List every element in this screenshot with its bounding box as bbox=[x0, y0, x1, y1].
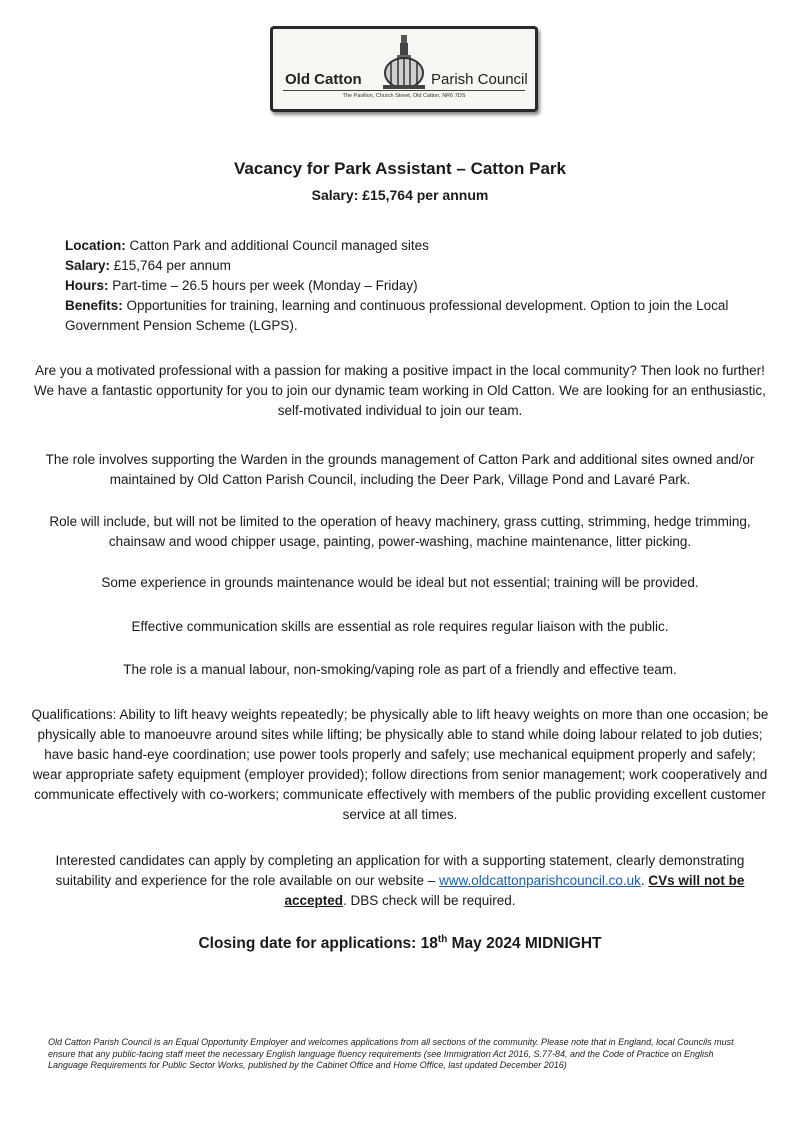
closing-prefix: Closing date for applications: 18 bbox=[198, 935, 438, 953]
experience-paragraph: Some experience in grounds maintenance would be ideal but not essential; training will be provided. bbox=[101, 575, 699, 590]
benefits-label: Benefits: bbox=[65, 298, 123, 313]
qualifications-paragraph: Qualifications: Ability to lift heavy weights repeatedly; be physically able to lift heavy weights on more than one occasion; be physically able to manoeuvre around sites while lifting; be physically able to stand while doing labour related to job duties; have basic hand-eye coordination; use power tools properly and safely; use mechanical equipment properly and safely; wear appropriate safety equipment (employer provided); follow directions from senior management; work cooperatively and communicate effectively with co-workers; communicate effectively with members of the public providing excellent customer service at all times. bbox=[31, 707, 769, 822]
closing-date bbox=[0, 934, 800, 953]
salary-line bbox=[65, 256, 765, 276]
cv-notice: CVs will not be accepted bbox=[284, 873, 745, 908]
apply-separator: . bbox=[640, 873, 649, 888]
location-label: Location: bbox=[65, 238, 126, 253]
duties-paragraph: Role will include, but will not be limited to the operation of heavy machinery, grass cutting, strimming, hedge trimming, chainsaw and wood chipper usage, painting, power-washing, machine maintenance, litter picking. bbox=[49, 514, 751, 549]
logo-name-right: Parish Council bbox=[431, 71, 528, 88]
website-link[interactable]: www.oldcattonparishcouncil.co.uk bbox=[439, 873, 641, 888]
salary-value: £15,764 per annum bbox=[110, 258, 231, 273]
communication-paragraph: Effective communication skills are essential as role requires regular liaison with the public. bbox=[131, 619, 669, 634]
barrel-emblem-icon bbox=[381, 33, 427, 91]
page-title: Vacancy for Park Assistant – Catton Park bbox=[234, 159, 566, 178]
manual-labour-paragraph: The role is a manual labour, non-smoking/vaping role as part of a friendly and effective team. bbox=[123, 662, 677, 677]
location-line bbox=[65, 236, 765, 256]
benefits-value: Opportunities for training, learning and continuous professional development. Option to join the Local Government Pension Scheme (LGPS). bbox=[65, 298, 729, 333]
hours-label: Hours: bbox=[65, 278, 109, 293]
salary-subtitle: Salary: £15,764 per annum bbox=[311, 187, 489, 203]
logo-divider bbox=[283, 90, 525, 91]
hours-value: Part-time – 26.5 hours per week (Monday – Friday) bbox=[108, 278, 418, 293]
job-details bbox=[65, 236, 765, 336]
benefits-line bbox=[65, 296, 765, 336]
salary-label: Salary: bbox=[65, 258, 111, 273]
hours-line bbox=[65, 276, 765, 296]
closing-suffix: May 2024 MIDNIGHT bbox=[447, 935, 602, 953]
location-value: Catton Park and additional Council managed sites bbox=[125, 238, 429, 253]
intro-paragraph: Are you a motivated professional with a passion for making a positive impact in the local community? Then look no further! We have a fantastic opportunity for you to join our dynamic team working in Old Catton. We are looking for an enthusiastic, self-motivated individual to join our team. bbox=[34, 363, 766, 418]
logo-address: The Pavilion, Church Street, Old Catton, NR6 7DS bbox=[342, 93, 466, 99]
council-logo bbox=[270, 26, 538, 112]
equal-opportunity-footer: Old Catton Parish Council is an Equal Opportunity Employer and welcomes applications from all sections of the community. Please note that in England, local Councils must ensure that any public-facing staff meet the necessary English language fluency requirements (see Immigration Act 2016, S.77-84, and the Code of Practice on English Language Requirements for Public Sector Works, published by the Cabinet Office and Home Office, last updated December 2016) bbox=[48, 1037, 734, 1070]
dbs-notice: . DBS check will be required. bbox=[342, 893, 516, 908]
apply-text: Interested candidates can apply by completing an application for with a supporting statement, clearly demonstrating suitability and experience for the role available on our website – bbox=[55, 853, 745, 888]
logo-name-left: Old Catton bbox=[285, 71, 362, 88]
closing-ordinal: th bbox=[437, 934, 448, 945]
apply-paragraph bbox=[30, 851, 770, 911]
role-paragraph: The role involves supporting the Warden in the grounds management of Catton Park and additional sites owned and/or maintained by Old Catton Parish Council, including the Deer Park, Village Pond and Lavaré Park. bbox=[45, 452, 755, 487]
